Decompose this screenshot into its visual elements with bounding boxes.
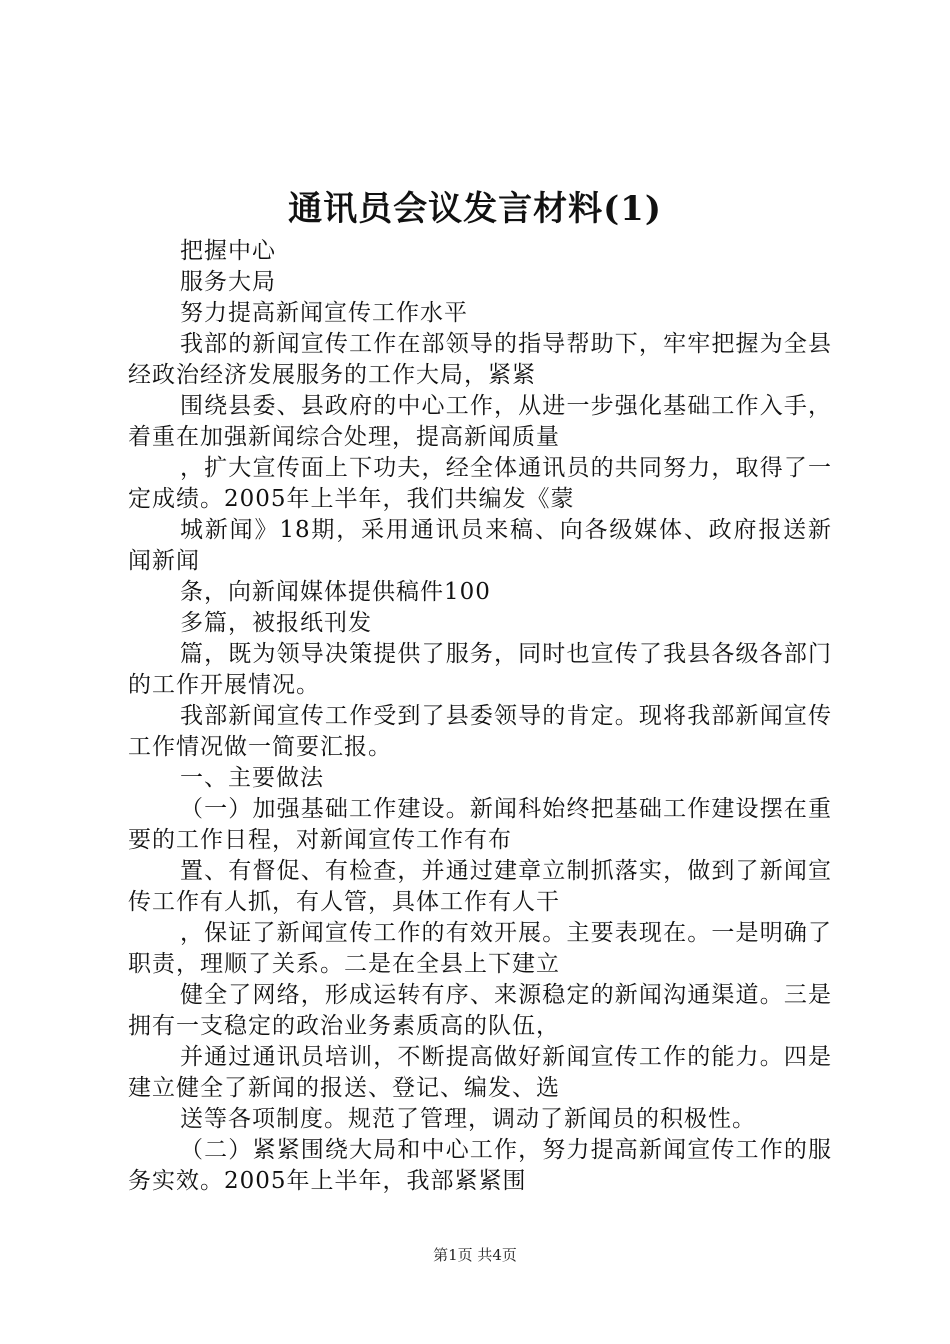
paragraph: 我部的新闻宣传工作在部领导的指导帮助下，牢牢把握为全县经政治经济发展服务的工作大局，紧紧 bbox=[128, 331, 832, 388]
paragraph: 篇，既为领导决策提供了服务，同时也宣传了我县各级各部门的工作开展情况。 bbox=[128, 641, 832, 698]
document-body bbox=[128, 236, 832, 1197]
page-number: 第1页 共4页 bbox=[433, 1246, 517, 1264]
paragraph: 置、有督促、有检查，并通过建章立制抓落实，做到了新闻宣传工作有人抓，有人管，具体工作有人干 bbox=[128, 858, 832, 915]
paragraph: 健全了网络，形成运转有序、来源稳定的新闻沟通渠道。三是拥有一支稳定的政治业务素质高的队伍， bbox=[128, 982, 832, 1039]
paragraph: 我部新闻宣传工作受到了县委领导的肯定。现将我部新闻宣传工作情况做一简要汇报。 bbox=[128, 703, 832, 760]
paragraph: （二）紧紧围绕大局和中心工作，努力提高新闻宣传工作的服务实效。2005年上半年，我部紧紧围 bbox=[128, 1137, 832, 1194]
paragraph: 围绕县委、县政府的中心工作，从进一步强化基础工作入手，着重在加强新闻综合处理，提高新闻质量 bbox=[128, 393, 832, 450]
paragraph: 送等各项制度。规范了管理，调动了新闻员的积极性。 bbox=[180, 1106, 756, 1132]
paragraph: ，保证了新闻宣传工作的有效开展。主要表现在。一是明确了职责，理顺了关系。二是在全县上下建立 bbox=[128, 920, 832, 977]
paragraph: 并通过通讯员培训，不断提高做好新闻宣传工作的能力。四是建立健全了新闻的报送、登记、编发、选 bbox=[128, 1044, 832, 1101]
paragraph: ，扩大宣传面上下功夫，经全体通讯员的共同努力，取得了一定成绩。2005年上半年，我们共编发《蒙 bbox=[128, 455, 832, 512]
paragraph: 服务大局 bbox=[180, 269, 276, 295]
document-title: 通讯员会议发言材料(1) bbox=[288, 189, 662, 229]
paragraph: 条，向新闻媒体提供稿件100 bbox=[180, 579, 491, 605]
paragraph: （一）加强基础工作建设。新闻科始终把基础工作建设摆在重要的工作日程，对新闻宣传工作有布 bbox=[128, 796, 832, 853]
paragraph: 努力提高新闻宣传工作水平 bbox=[180, 300, 468, 326]
paragraph: 把握中心 bbox=[180, 238, 276, 264]
paragraph: 城新闻》18期，采用通讯员来稿、向各级媒体、政府报送新闻新闻 bbox=[128, 517, 832, 574]
paragraph: 多篇，被报纸刊发 bbox=[180, 610, 372, 636]
section-heading: 一、主要做法 bbox=[180, 765, 324, 791]
